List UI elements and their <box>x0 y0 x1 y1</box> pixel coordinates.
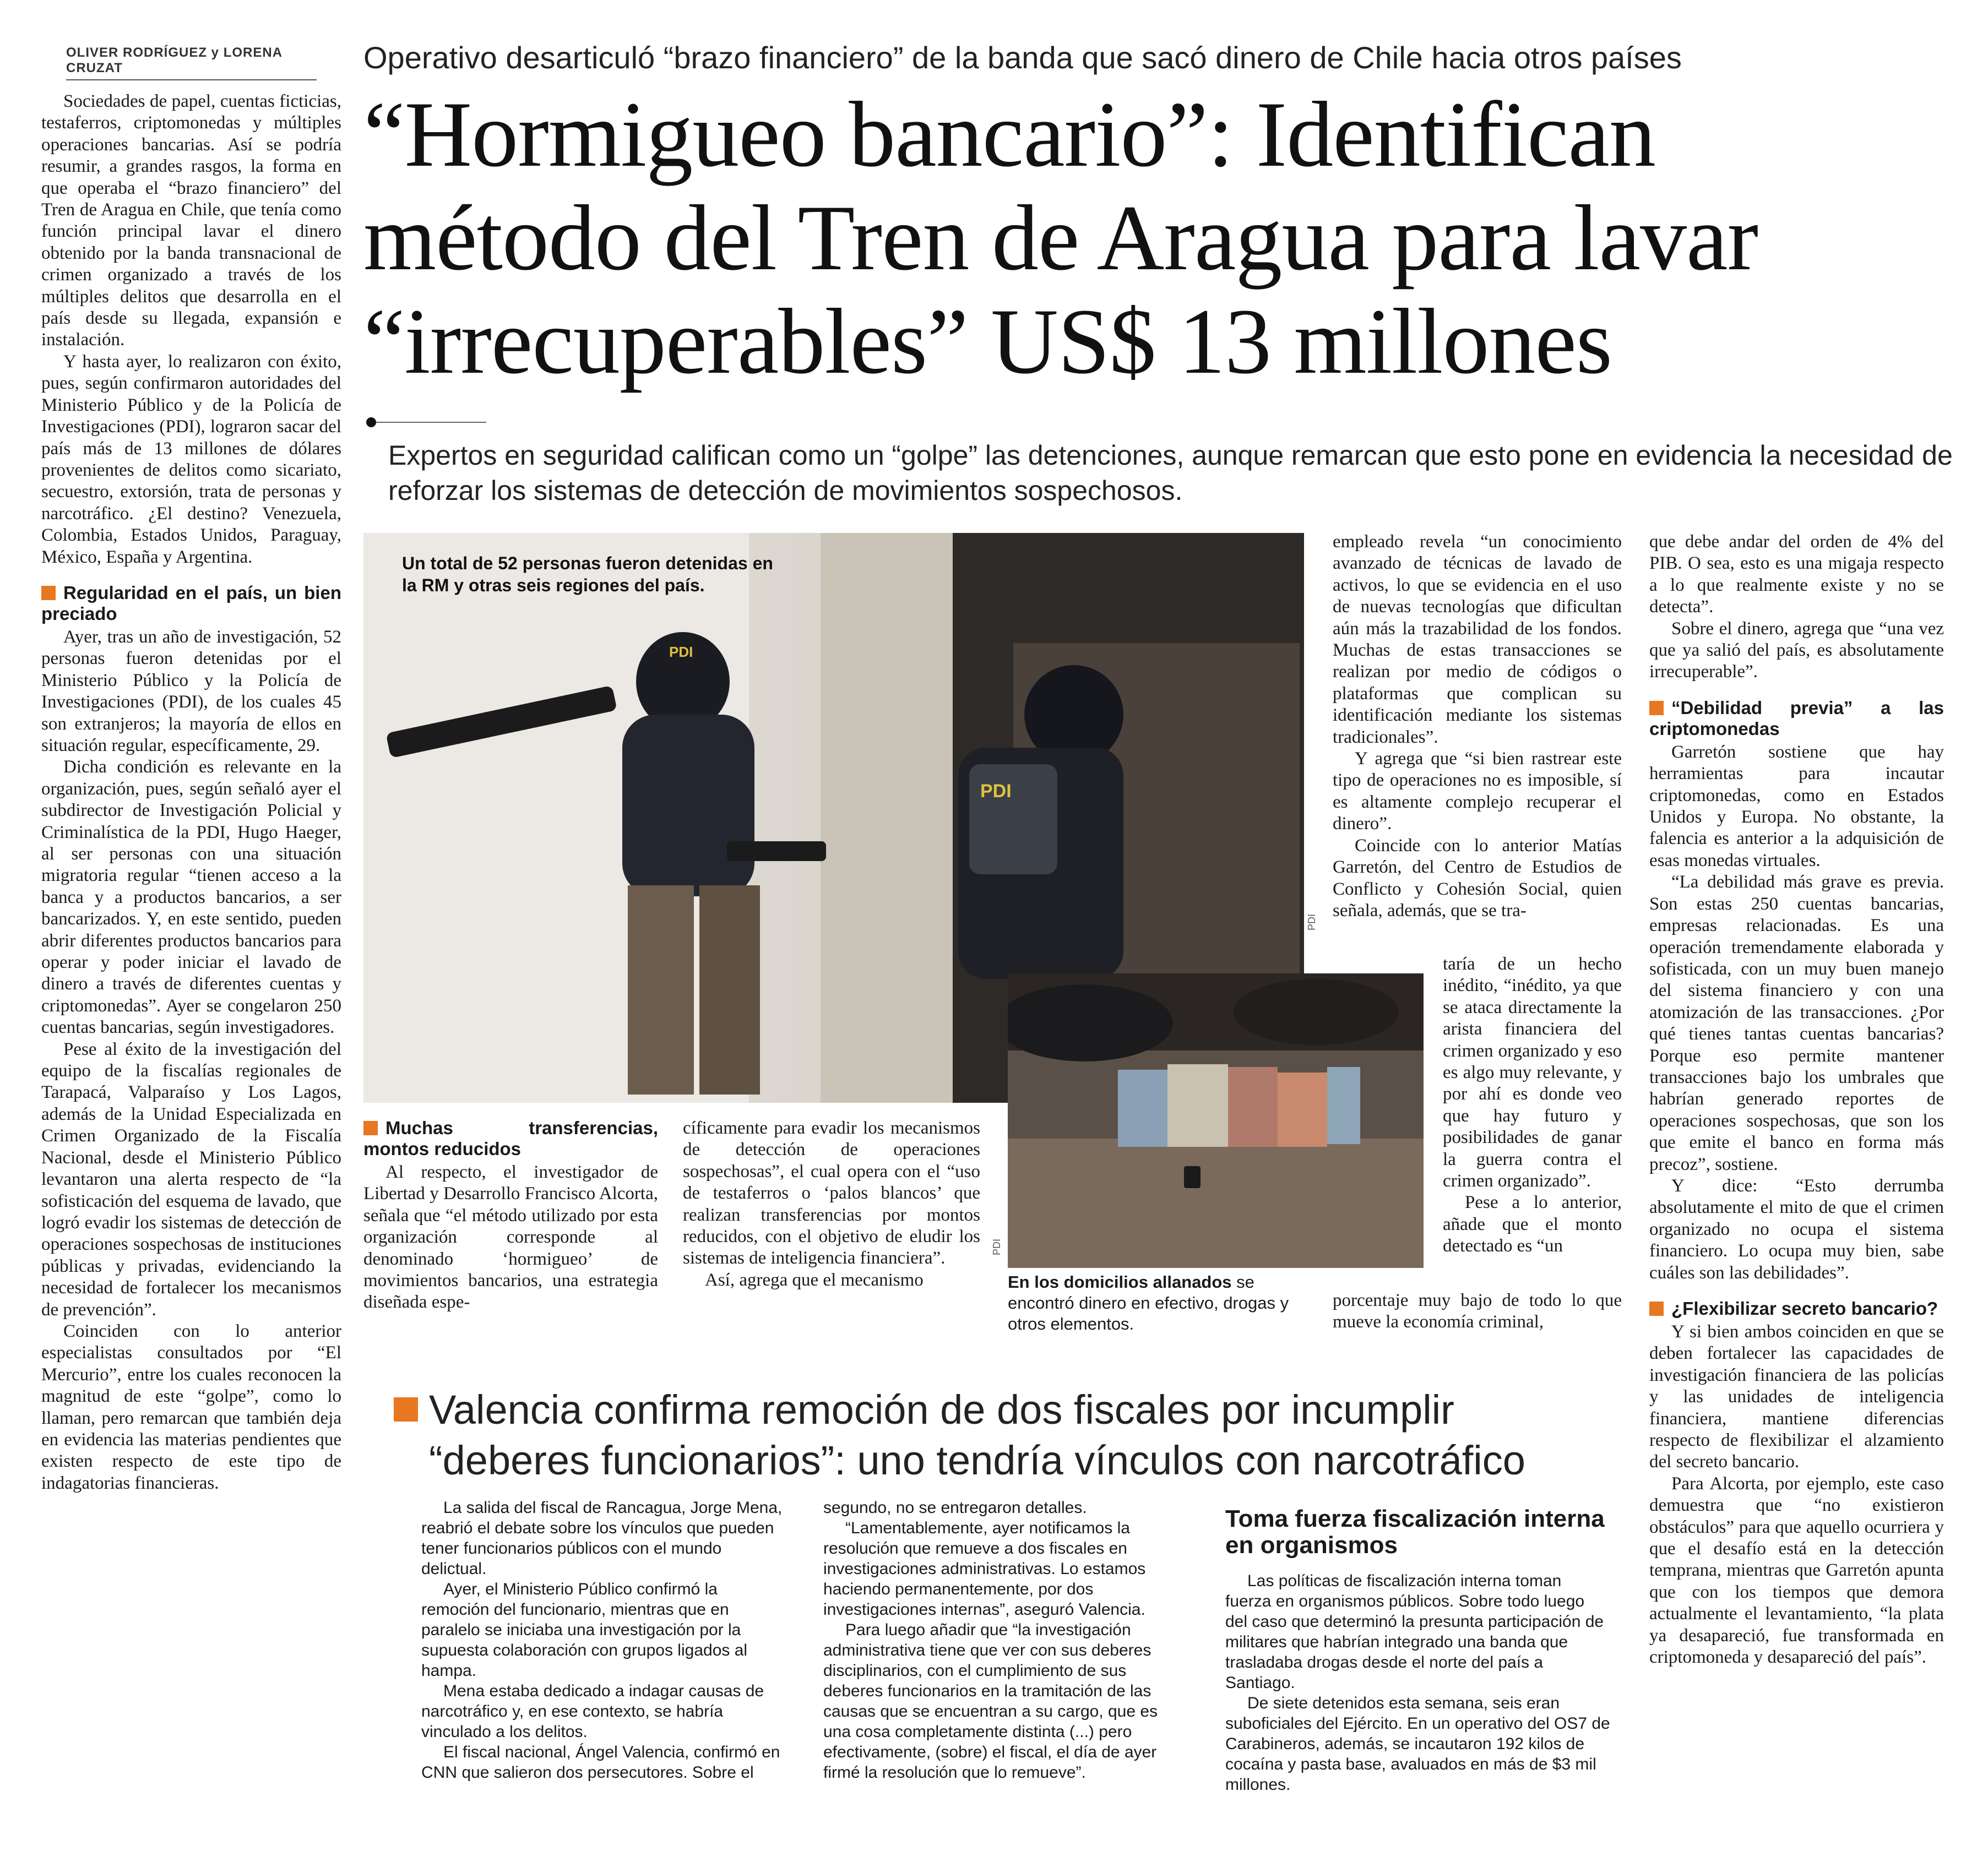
second-headline-line-1: Valencia confirma remoción de dos fiscales por incumplir <box>394 1385 1622 1435</box>
headline <box>363 83 1960 393</box>
sidebar-box <box>1225 1506 1611 1795</box>
deck: Expertos en seguridad califican como un “golpe” las detenciones, aunque remarcan que esto pone en evidencia la necesidad de reforzar los sistemas de detección de movimientos sospechosos. <box>388 440 1953 506</box>
photo2-credit: PDI <box>991 1239 1002 1256</box>
second-headline-line-2: “deberes funcionarios”: uno tendría vínculos con narcotráfico <box>429 1438 1525 1483</box>
column-3 <box>683 1118 980 1291</box>
col5-subhead-1: “Debilidad previa” a las criptomonedas <box>1649 697 1944 739</box>
col1-paragraph-3: Ayer, tras un año de investigación, 52 personas fueron detenidas por el Ministerio Público y la Policía de Investigaciones (PDI), de los cuales 45 son extranjeros; la mayoría de ellos en situación regular, específicamente, 29. <box>41 627 341 755</box>
box-paragraph-1: Las políticas de fiscalización interna toman fuerza en organismos públicos. Sobre todo luego del caso que determinó la presunta participación de militares que habrían integrado una banda que trasladaba drogas desde el norte del país a Santiago. <box>1225 1572 1604 1692</box>
col1-paragraph-6: Coinciden con lo anterior especialistas consultados por “El Mercurio”, entre los cuales reconocen la magnitud de este “golpe”, como lo llaman, pero remarcan que también deja en evidencia las materias pendientes que existen respecto de este tipo de indagatorias financieras. <box>41 1321 341 1493</box>
column-1 <box>41 91 341 1494</box>
pdi-vest-label: PDI <box>980 781 1012 802</box>
story2-b-paragraph-3: Para luego añadir que “la investigación administrativa tiene que ver con sus deberes disciplinarios, con el cumplimiento de sus deberes funcionarios en la tramitación de las causas que se encuentran a su cargo, que es una cosa completamente distinta (...) pero efectivamente, (sobre) el fiscal, el día de ayer firmé la resolución que lo remueve”. <box>823 1621 1158 1782</box>
col3-paragraph-2: Así, agrega que el mecanismo <box>705 1270 924 1290</box>
col5-paragraph-7: Para Alcorta, por ejemplo, este caso demuestra que “no existieron obstáculos” para que aquello ocurriera y que el desafío está en la detección temprana, mientras que Garretón apunta que con los tiempos que demora actualmente el levantamiento, “la plata ya desapareció, fue transformada en criptomoneda y desapareció del país”. <box>1649 1473 1944 1668</box>
col1-paragraph-2: Y hasta ayer, lo realizaron con éxito, pues, según confirmaron autoridades del Ministerio Público y de la Policía de Investigaciones (PDI), lograron sacar del país más de 13 millones de dólares provenientes de delitos como sicariato, secuestro, extorsión, trata de personas y narcotráfico. ¿El destino? Venezuela, Colombia, Estados Unidos, Paraguay, México, España y Argentina. <box>41 351 341 567</box>
story2-b-paragraph-1: segundo, no se entregaron detalles. <box>823 1499 1087 1517</box>
money-photo-illustration <box>1008 973 1424 1268</box>
bullet-rule <box>376 422 486 423</box>
box-paragraph-2: De siete detenidos esta semana, seis eran suboficiales del Ejército. En un operativo del OS7 de Carabineros, además, se incautaron 192 kilos de cocaína y pasta base, avaluados en más de $3 mil millones. <box>1225 1694 1610 1794</box>
column-4-bottom <box>1333 1290 1622 1333</box>
col1-paragraph-4: Dicha condición es relevante en la organización, pues, según señaló ayer el subdirector de Investigación Policial y Criminalística de la PDI, Hugo Haeger, al ser personas con una situación migratoria regular “tienen acceso a la banca y a productos bancarios, a ser bancarizados. Y, en este sentido, pueden abrir diferentes productos bancarios para operar y poder iniciar el lavado de dinero a través de diferentes cuentas y criptomonedas”. Ayer se congelaron 250 cuentas bancarias, según investigadores. <box>41 757 341 1038</box>
column-4-narrow <box>1443 954 1622 1257</box>
col5-subhead-2: ¿Flexibilizar secreto bancario? <box>1649 1298 1944 1319</box>
col5-paragraph-6: Y si bien ambos coinciden en que se deben fortalecer las capacidades de investigación financiera de las policías y las unidades de inteligencia financiera, mantiene diferencias respecto de flexibilizar el alzamiento del secreto bancario. <box>1649 1322 1944 1472</box>
col5-paragraph-1: que debe andar del orden de 4% del PIB. O sea, esto es una migaja respecto a lo que realmente existe y no se detecta”. <box>1649 532 1944 617</box>
col3-paragraph-1: cíficamente para evadir los mecanismos de detección de operaciones sospechosas”, el cual opera con el “uso de testaferros o ‘palos blancos’ que realizan transferencias por montos reducidos, con el objetivo de eludir los sistemas de inteligencia financiera”. <box>683 1118 980 1268</box>
col4-paragraph-3b: taría de un hecho inédito, “inédito, ya que se ataca directamente la arista financiera del crimen organizado y eso es algo muy relevante, y por ahí es donde veo que hay futuro y posibilidades de ganar la guerra contra el crimen organizado”. <box>1443 954 1622 1191</box>
col2-paragraph-1: Al respecto, el investigador de Libertad y Desarrollo Francisco Alcorta, señala que “el método utilizado por esta organización corresponde al denominado ‘hormigueo’ de movimientos bancarios, una estrategia diseñada espe- <box>363 1162 658 1313</box>
col4-paragraph-4b: porcentaje muy bajo de todo lo que mueve la economía criminal, <box>1333 1291 1622 1332</box>
photo1-credit: PDI <box>1306 914 1317 931</box>
story2-a-paragraph-4: El fiscal nacional, Ángel Valencia, confirmó en CNN que salieron dos persecutores. Sobre el <box>421 1743 780 1782</box>
col5-paragraph-5: Y dice: “Esto derrumba absolutamente el mito de que el crimen organizado no ocupa el sistema financiero. Lo ocupa muy bien, sabe cuáles son las debilidades”. <box>1649 1175 1944 1283</box>
second-story-column-a <box>421 1498 785 1783</box>
column-5 <box>1649 531 1944 1669</box>
box-body <box>1225 1571 1611 1795</box>
second-story-column-b <box>823 1498 1189 1783</box>
headline-line-2: método del Tren de Aragua para lavar <box>363 186 1758 290</box>
col5-paragraph-3: Garretón sostiene que hay herramientas para incautar criptomonedas, como en Estados Unidos y Europa. No obstante, la falencia es anterior a la adquisición de esas monedas virtuales. <box>1649 742 1944 870</box>
col4-paragraph-4a: Pese a lo anterior, añade que el monto detectado es “un <box>1443 1193 1622 1256</box>
second-story-headline <box>394 1385 1622 1486</box>
kicker: Operativo desarticuló “brazo financiero” de la banda que sacó dinero de Chile hacia otros países <box>363 40 1682 75</box>
headline-line-3: “irrecuperables” US$ 13 millones <box>363 290 1612 393</box>
story2-a-paragraph-2: Ayer, el Ministerio Público confirmó la remoción del funcionario, mientras que en paralelo se iniciaba una investigación por la supuesta colaboración con grupos ligados al hampa. <box>421 1580 748 1680</box>
col1-paragraph-5: Pese al éxito de la investigación del equipo de la fiscalías regionales de Tarapacá, Valparaíso y Los Lagos, además de la Unidad Especializada en Crimen Organizado de la Fiscalía Nacional, desde el Ministerio Público levantaron una alerta respecto de “la sofisticación del esquema de lavado, que logró evadir los sistemas de detección de operaciones sospechosas de instituciones públicas y privadas, evidenciando la necesidad de fortalecer los mecanismos de prevención”. <box>41 1039 341 1320</box>
photo2-caption-bold: En los domicilios allanados <box>1008 1272 1232 1292</box>
byline: OLIVER RODRÍGUEZ y LORENA CRUZAT <box>66 45 317 80</box>
money-photo <box>1008 973 1424 1268</box>
col4-paragraph-2: Y agrega que “si bien rastrear este tipo de operaciones no es imposible, sí es altamente complejo recuperar el dinero”. <box>1333 749 1622 834</box>
story2-a-paragraph-1: La salida del fiscal de Rancagua, Jorge Mena, reabrió el debate sobre los vínculos que pueden tener funcionarios públicos con el mundo delictual. <box>421 1499 783 1578</box>
orange-square-icon <box>1649 1302 1664 1316</box>
story2-a-paragraph-3: Mena estaba dedicado a indagar causas de narcotráfico y, en ese contexto, se habría vinculado a los delitos. <box>421 1682 764 1741</box>
col1-paragraph-1: Sociedades de papel, cuentas ficticias, testaferros, criptomonedas y múltiples operaciones bancarias. Así se podría resumir, a grandes rasgos, la forma en que operaba el “brazo financiero” del Tren de Aragua en Chile, que tenía como función principal lavar el dinero obtenido por la banda transnacional de crimen organizado a través de los múltiples delitos que desarrolla en el país desde su llegada, expansión e instalación. <box>41 91 341 350</box>
col4-paragraph-1: empleado revela “un conocimiento avanzado de técnicas de lavado de activos, lo que se evidencia en el uso de nuevas tecnologías que dificultan aún más la trazabilidad de los fondos. Muchas de estas transacciones se realizan por medio de códigos o plataformas que complican su identificación mediante los sistemas tradicionales”. <box>1333 532 1622 747</box>
col4-paragraph-3a: Coincide con lo anterior Matías Garretón, del Centro de Estudios de Conflicto y Cohesión Social, quien señala, además, que se tra- <box>1333 835 1622 921</box>
story2-b-paragraph-2: “Lamentablemente, ayer notificamos la resolución que remueve a dos fiscales en investigaciones administrativas. Lo estamos haciendo permanentemente, por dos investigaciones internas”, aseguró Valencia. <box>823 1519 1146 1619</box>
photo1-caption: Un total de 52 personas fueron detenidas en la RM y otras seis regiones del país. <box>402 553 773 595</box>
col5-paragraph-4: “La debilidad más grave es previa. Son estas 250 cuentas bancarias, empresas relacionadas. Es una operación tremendamente elaborada y sofisticada, con un muy buen manejo del sistema financiero y con una atomización de las transacciones. ¿Por qué tienes tantas cuentas bancarias? Porque eso permite mantener transacciones bajo los umbrales que habrían generado reportes de operaciones sospechosas, que son los que emite el banco en forma más precoz”, sostiene. <box>1649 872 1944 1174</box>
bullet-dot <box>366 417 376 427</box>
orange-square-icon <box>1649 701 1664 715</box>
orange-square-icon <box>41 586 56 600</box>
photo2-caption-rest: se encontró dinero en efectivo, drogas y otros elementos. <box>1008 1272 1289 1333</box>
photo2-caption <box>1008 1272 1316 1335</box>
orange-square-icon <box>394 1397 418 1422</box>
col2-subhead: Muchas transferencias, montos reducidos <box>363 1118 658 1159</box>
column-2 <box>363 1118 658 1314</box>
headline-line-1: “Hormigueo bancario”: Identifican <box>363 83 1655 186</box>
col1-subhead-1: Regularidad en el país, un bien preciado <box>41 582 341 624</box>
orange-square-icon <box>363 1121 378 1135</box>
column-4-top <box>1333 531 1622 922</box>
box-title: Toma fuerza fiscalización interna en organismos <box>1225 1505 1605 1559</box>
pdi-helmet-label: PDI <box>669 644 693 660</box>
col5-paragraph-2: Sobre el dinero, agrega que “una vez que ya salió del país, es absolutamente irrecuperable”. <box>1649 618 1944 682</box>
